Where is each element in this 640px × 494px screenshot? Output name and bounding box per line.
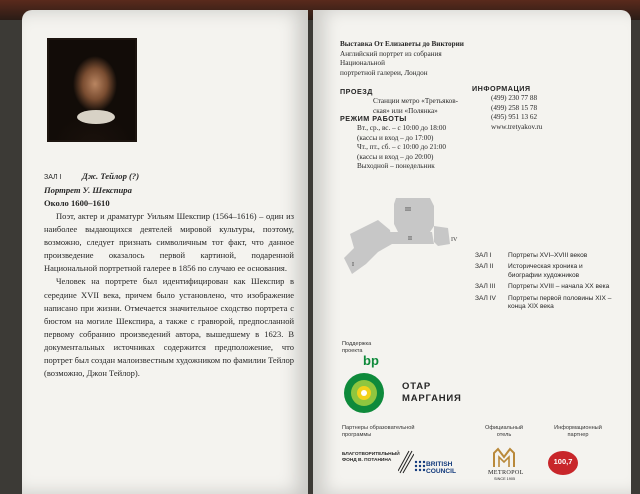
- hours-line: Чт., пт., сб. – с 10:00 до 21:00: [357, 143, 446, 152]
- hall-number: ЗАЛ III: [475, 283, 496, 291]
- bp-wordmark: bp: [363, 353, 379, 368]
- british-council-dots-icon: [414, 460, 426, 472]
- portrait-collar: [77, 110, 115, 124]
- hall-iii-area: [394, 198, 434, 232]
- hall-description: Портреты XVIII – начала XX века: [508, 283, 610, 291]
- hall-legend-row: [475, 263, 615, 280]
- support-label: Поддержка проекта: [342, 341, 372, 354]
- hall-legend-row: [475, 283, 615, 291]
- hall-number: ЗАЛ II: [475, 263, 494, 271]
- hours-line: Выходной – понедельник: [357, 162, 435, 171]
- fund-diagonal-lines-icon: [398, 450, 414, 474]
- info-heading: ИНФОРМАЦИЯ: [472, 84, 531, 93]
- metropol-crest-icon: [492, 447, 516, 469]
- map-label-i: I: [352, 262, 354, 268]
- route-line: Станции метро «Третьяков-: [373, 97, 458, 105]
- hall-legend-row: [475, 295, 615, 312]
- route-heading: ПРОЕЗД: [340, 87, 373, 96]
- bp-helios-logo-icon: [341, 370, 387, 416]
- bc-line: COUNCIL: [426, 468, 457, 475]
- hall-description: Портреты первой половины XIX – конца XIX века: [508, 294, 612, 311]
- exhibition-line: портретной галереи, Лондон: [340, 68, 428, 77]
- fund-line: БЛАГОТВОРИТЕЛЬНЫЙ: [342, 452, 400, 457]
- map-label-iii: III: [405, 207, 411, 213]
- website-link: www.tretyakov.ru: [491, 122, 543, 131]
- artwork-date: Около 1600–1610: [44, 198, 110, 208]
- metropol-logo-text: METROPOL: [488, 469, 524, 476]
- hall-iv-area: [434, 226, 450, 246]
- otar-line: МАРГАНИЯ: [402, 392, 462, 404]
- hall-description: Портреты XVI–XVIII веков: [508, 252, 588, 259]
- phone-number: (499) 258 15 78: [491, 103, 538, 112]
- education-partners-label: Партнеры образовательной программы: [342, 425, 415, 438]
- hours-line: Вт., ср., вс. – с 10:00 до 18:00: [357, 124, 447, 132]
- map-label-iv: IV: [451, 237, 458, 243]
- floor-plan-map: [338, 192, 470, 304]
- shakespeare-portrait-image: [47, 38, 137, 142]
- hours-line: (кассы и вход – до 20:00): [357, 152, 434, 161]
- hall-legend-row: [475, 252, 615, 260]
- hours-line: (кассы и вход – до 17:00): [357, 133, 434, 142]
- radio-logo-icon: [548, 451, 578, 475]
- bp-logo-core: [361, 390, 367, 396]
- hours-heading: РЕЖИМ РАБОТЫ: [340, 114, 407, 123]
- hall-legend: [475, 252, 615, 314]
- official-hotel-label: Официальный отель: [485, 425, 523, 438]
- route-line: ская» или «Полянка»: [373, 106, 438, 115]
- artist-name: Дж. Тейлор (?): [82, 171, 140, 181]
- description-text: [44, 210, 294, 380]
- description-paragraph-2: Человек на портрете был идентифицирован как Шекспир в середине XVII века, причем было установлено, что изображение написано при жизни. Отмечается значительное сходство портрета с бюстом на могиле Шекспира, а также с гравюрой, предпосланной первому собранию произведений автора, вышедшему в 1623. В документальных источниках содержится предположение, что портрет был создан малоизвестным художником по фамилии Тейлор (возможно, Джон Тейлор).: [44, 276, 294, 379]
- hall-ii-area: [390, 232, 434, 244]
- description-paragraph-1: Поэт, актер и драматург Уильям Шекспир (1564–1616) – один из наиболее выдающихся деятелей мировой культуры, поэтому, возможно, следует признать символичным тот факт, что данное произведение оказалось первой картиной, подаренной Национальной портретной галерее в 1856 по случаю ее основания.: [44, 211, 294, 274]
- hall-description: Историческая хроника и биографии художников: [508, 263, 583, 279]
- exhibition-line: Национальной: [340, 59, 385, 68]
- exhibition-title: [340, 40, 464, 78]
- artwork-title: Портрет У. Шекспира: [44, 185, 132, 195]
- fund-line: ФОНД В. ПОТАНИНА: [342, 457, 392, 463]
- contact-info: [491, 94, 542, 132]
- metropol-since: SINCE 1905: [494, 477, 516, 481]
- exhibition-line: Выставка От Елизаветы до Виктории: [340, 40, 464, 48]
- phone-number: (495) 951 13 62: [491, 113, 538, 122]
- bc-line: BRITISH: [426, 461, 453, 468]
- hours-info: [357, 124, 446, 172]
- info-partner-label: Информационный партнер: [554, 425, 602, 438]
- hall-number: ЗАЛ IV: [475, 294, 496, 302]
- phone-number: (499) 230 77 88: [491, 94, 538, 102]
- british-council-logo: [426, 461, 456, 475]
- radio-frequency: 100,7: [553, 457, 573, 466]
- hall-number: ЗАЛ I: [475, 252, 492, 259]
- otar-margania-logo: [402, 381, 462, 404]
- exhibition-line: Английский портрет из собрания: [340, 49, 442, 58]
- otar-line: ОТАР: [402, 381, 431, 392]
- hall-label: ЗАЛ I: [44, 174, 62, 181]
- map-label-ii: II: [408, 236, 412, 242]
